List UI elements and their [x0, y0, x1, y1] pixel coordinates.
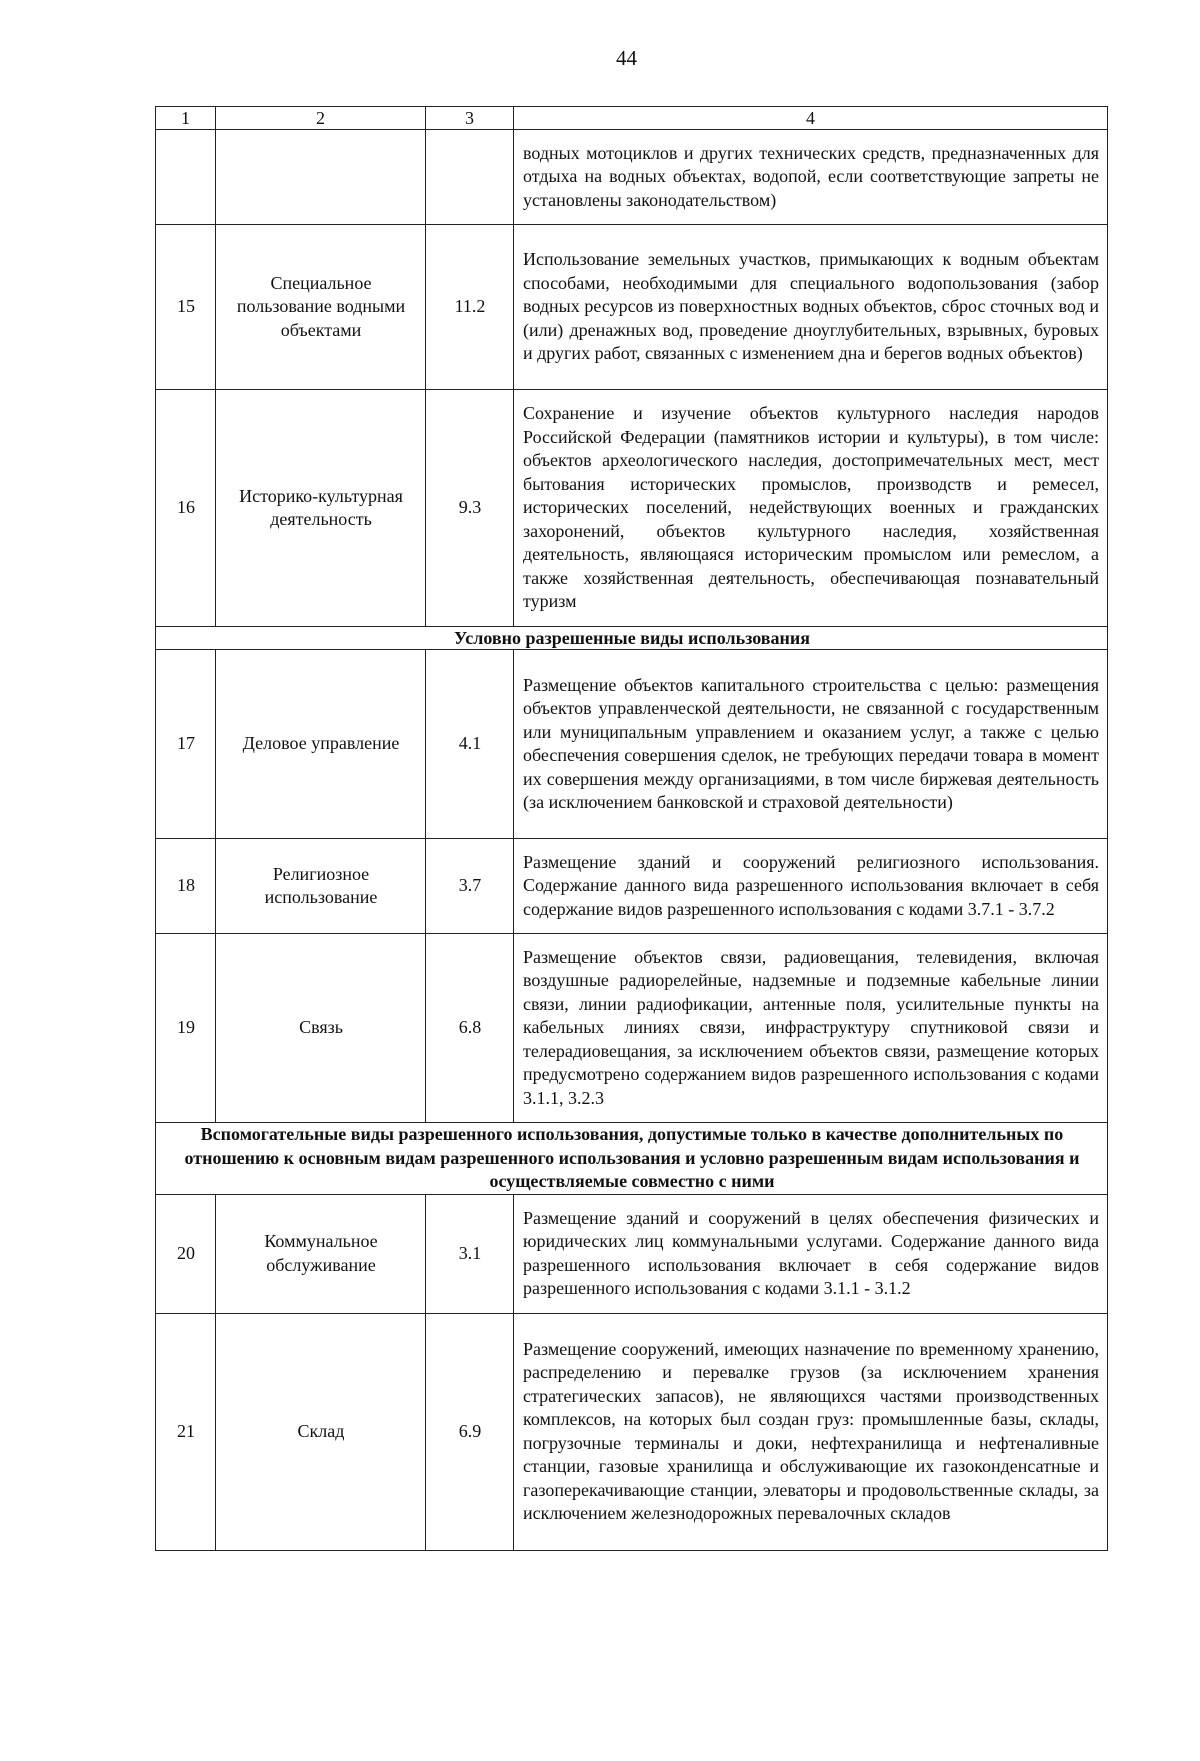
row-name: Специальное пользование водными объектами	[216, 225, 426, 390]
table-row	[156, 934, 1108, 1123]
land-use-table	[155, 106, 1108, 1551]
row-num-cell	[156, 130, 216, 225]
row-name: Деловое управление	[216, 650, 426, 839]
section-header-row	[156, 627, 1108, 650]
table-row	[156, 1194, 1108, 1313]
row-code: 4.1	[426, 650, 514, 839]
row-name-cell	[216, 130, 426, 225]
row-code: 9.3	[426, 390, 514, 627]
table-row	[156, 225, 1108, 390]
row-description: Размещение зданий и сооружений в целях обеспечения физических и юридических лиц коммунальными услугами. Содержание данного вида разрешенного использования включает в себя содержание видов разрешенного использования с кодами 3.1.1 - 3.1.2	[514, 1194, 1108, 1313]
row-number: 18	[156, 839, 216, 934]
row-number: 17	[156, 650, 216, 839]
table-row	[156, 839, 1108, 934]
row-code: 6.9	[426, 1313, 514, 1550]
section-auxiliary-title: Вспомогательные виды разрешенного использования, допустимые только в качестве дополнительных по отношению к основным видам разрешенного использования и условно разрешенным видам использования и осуществляемые совместно с ними	[156, 1123, 1108, 1195]
header-col-1: 1	[156, 107, 216, 130]
row-number: 20	[156, 1194, 216, 1313]
row-code: 3.1	[426, 1194, 514, 1313]
row-name: Историко-культурная деятельность	[216, 390, 426, 627]
row-description: водных мотоциклов и других технических средств, предназначенных для отдыха на водных объектах, водопой, если соответствующие запреты не установлены законодательством)	[514, 130, 1108, 225]
row-name: Коммунальное обслуживание	[216, 1194, 426, 1313]
row-name: Склад	[216, 1313, 426, 1550]
section-header-row	[156, 1123, 1108, 1195]
row-code: 6.8	[426, 934, 514, 1123]
table-row-continuation	[156, 130, 1108, 225]
row-description: Сохранение и изучение объектов культурного наследия народов Российской Федерации (памятников истории и культуры), в том числе: объектов археологического наследия, достопримечательных мест, мест бытования исторических промыслов, производств и ремесел, исторических поселений, недействующих военных и гражданских захоронений, объектов культурного наследия, хозяйственная деятельность, являющаяся историческим промыслом или ремеслом, а также хозяйственная деятельность, обеспечивающая познавательный туризм	[514, 390, 1108, 627]
row-number: 19	[156, 934, 216, 1123]
row-code-cell	[426, 130, 514, 225]
header-col-4: 4	[514, 107, 1108, 130]
table-row	[156, 390, 1108, 627]
row-description: Размещение объектов связи, радиовещания, телевидения, включая воздушные радиорелейные, надземные и подземные кабельные линии связи, линии радиофикации, антенные поля, усилительные пункты на кабельных линиях связи, инфраструктуру спутниковой связи и телерадиовещания, за исключением объектов связи, размещение которых предусмотрено содержанием видов разрешенного использования с кодами 3.1.1, 3.2.3	[514, 934, 1108, 1123]
row-number: 15	[156, 225, 216, 390]
row-number: 21	[156, 1313, 216, 1550]
header-col-2: 2	[216, 107, 426, 130]
row-code: 3.7	[426, 839, 514, 934]
table-header-row	[156, 107, 1108, 130]
row-number: 16	[156, 390, 216, 627]
header-col-3: 3	[426, 107, 514, 130]
row-description: Использование земельных участков, примыкающих к водным объектам способами, необходимыми для специального водопользования (забор водных ресурсов из поверхностных водных объектов, сброс сточных вод и (или) дренажных вод, проведение дноуглубительных, взрывных, буровых и других работ, связанных с изменением дна и берегов водных объектов)	[514, 225, 1108, 390]
row-name: Связь	[216, 934, 426, 1123]
row-description: Размещение сооружений, имеющих назначение по временному хранению, распределению и перевалке грузов (за исключением хранения стратегических запасов), не являющихся частями производственных комплексов, на которых был создан груз: промышленные базы, склады, погрузочные терминалы и доки, нефтехранилища и нефтеналивные станции, газовые хранилища и обслуживающие их газоконденсатные и газоперекачивающие станции, элеваторы и продовольственные склады, за исключением железнодорожных перевалочных складов	[514, 1313, 1108, 1550]
page-number: 44	[616, 46, 637, 70]
row-name: Религиозное использование	[216, 839, 426, 934]
row-description: Размещение объектов капитального строительства с целью: размещения объектов управленческой деятельности, не связанной с государственным или муниципальным управлением и оказанием услуг, а также с целью обеспечения совершения сделок, не требующих передачи товара в момент их совершения между организациями, в том числе биржевая деятельность (за исключением банковской и страховой деятельности)	[514, 650, 1108, 839]
table-row	[156, 1313, 1108, 1550]
table-row	[156, 650, 1108, 839]
row-description: Размещение зданий и сооружений религиозного использования. Содержание данного вида разрешенного использования включает в себя содержание видов разрешенного использования с кодами 3.7.1 - 3.7.2	[514, 839, 1108, 934]
row-code: 11.2	[426, 225, 514, 390]
section-conditional-title: Условно разрешенные виды использования	[156, 627, 1108, 650]
